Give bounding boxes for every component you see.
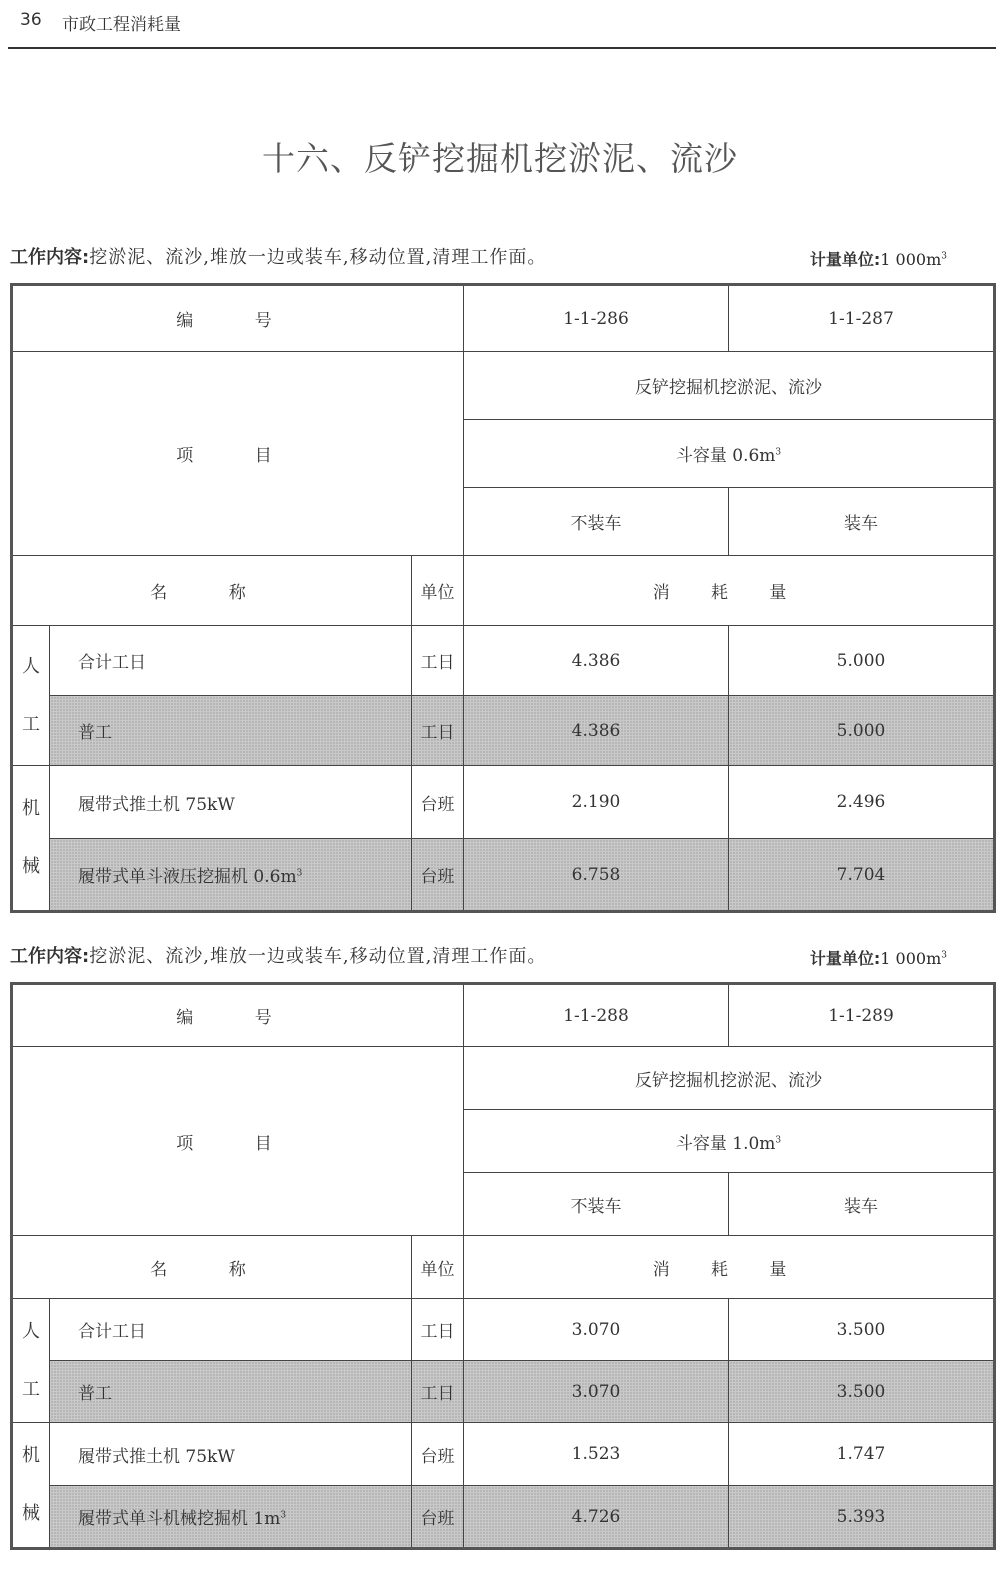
- code-label-text: 编 号: [176, 1008, 300, 1028]
- page-number: 36: [20, 10, 42, 30]
- category-machine: [12, 766, 50, 912]
- name-header: [12, 1236, 412, 1299]
- row-name-text: 履带式单斗液压挖掘机 0.6m: [78, 867, 297, 887]
- category-char: 机: [22, 1445, 40, 1466]
- row-unit: 工日: [412, 1361, 464, 1423]
- variant-cell: 装车: [729, 1173, 995, 1236]
- row-value: 5.000: [729, 696, 995, 766]
- unit-sup: 3: [941, 950, 947, 961]
- measurement-unit: [810, 247, 947, 270]
- row-unit: 工日: [412, 626, 464, 696]
- consumption-header-text: 消 耗 量: [652, 1259, 805, 1280]
- row-unit: 台班: [412, 839, 464, 912]
- category-machine: [12, 1423, 50, 1549]
- code-label-text: 编 号: [176, 311, 300, 331]
- row-value: 4.386: [464, 626, 729, 696]
- code-label: [12, 285, 464, 352]
- category-char: 人: [22, 655, 40, 677]
- category-char: 人: [22, 1320, 40, 1342]
- category-labor: [12, 626, 50, 766]
- quota-table-1: [10, 283, 996, 913]
- item-label-text: 项 目: [176, 446, 300, 466]
- row-value: 5.393: [729, 1486, 995, 1549]
- consumption-header: [464, 556, 995, 626]
- row-value: 3.070: [464, 1299, 729, 1361]
- measurement-unit: [810, 946, 947, 969]
- row-unit: 台班: [412, 1486, 464, 1549]
- row-unit: 台班: [412, 1423, 464, 1486]
- consumption-header: [464, 1236, 995, 1299]
- unit-header: 单位: [412, 556, 464, 626]
- unit-header: 单位: [412, 1236, 464, 1299]
- row-value: 7.704: [729, 839, 995, 912]
- row-unit: 工日: [412, 696, 464, 766]
- row-name: [50, 1486, 412, 1549]
- row-value: 3.500: [729, 1361, 995, 1423]
- unit-sup: 3: [941, 251, 947, 262]
- work-content-text: 挖淤泥、流沙,堆放一边或装车,移动位置,清理工作面。: [89, 247, 547, 268]
- work-content-label: 工作内容:: [10, 247, 90, 268]
- row-name: 普工: [50, 1361, 412, 1423]
- work-content-line: [10, 942, 992, 970]
- unit-value: 1 000m: [880, 949, 942, 968]
- header-rule: [8, 47, 996, 49]
- row-name: [50, 839, 412, 912]
- row-value: 1.523: [464, 1423, 729, 1486]
- category-char: 械: [22, 1503, 40, 1524]
- row-value: 1.747: [729, 1423, 995, 1486]
- bucket-capacity: [464, 1110, 995, 1173]
- work-content-line: [10, 243, 992, 271]
- item-label: [12, 1047, 464, 1236]
- row-value: 4.726: [464, 1486, 729, 1549]
- row-name-text: 履带式单斗机械挖掘机 1m: [78, 1509, 281, 1529]
- variant-cell: 不装车: [464, 488, 729, 556]
- row-value: 6.758: [464, 839, 729, 912]
- work-content-label: 工作内容:: [10, 946, 90, 967]
- row-value: 3.070: [464, 1361, 729, 1423]
- row-value: 3.500: [729, 1299, 995, 1361]
- row-value: 2.190: [464, 766, 729, 839]
- unit-label: 计量单位:: [809, 949, 881, 968]
- quota-table-2: [10, 982, 996, 1550]
- capacity-text: 斗容量 0.6m: [675, 446, 776, 466]
- item-title: 反铲挖掘机挖淤泥、流沙: [464, 1047, 995, 1110]
- capacity-sup: 3: [775, 447, 782, 458]
- item-title: 反铲挖掘机挖淤泥、流沙: [464, 352, 995, 420]
- row-value: 5.000: [729, 626, 995, 696]
- category-char: 工: [22, 713, 40, 735]
- row-name: 合计工日: [50, 1299, 412, 1361]
- capacity-sup: 3: [775, 1134, 782, 1145]
- name-header-text: 名 称: [150, 1259, 274, 1280]
- name-header: [12, 556, 412, 626]
- unit-value: 1 000m: [880, 250, 942, 269]
- row-name: 合计工日: [50, 626, 412, 696]
- code-cell: 1-1-288: [464, 984, 729, 1047]
- code-cell: 1-1-287: [729, 285, 995, 352]
- variant-cell: 不装车: [464, 1173, 729, 1236]
- row-name-sup: 3: [280, 1510, 287, 1521]
- row-unit: 工日: [412, 1299, 464, 1361]
- variant-cell: 装车: [729, 488, 995, 556]
- item-label-text: 项 目: [176, 1133, 300, 1154]
- row-name: 履带式推土机 75kW: [50, 1423, 412, 1486]
- row-name: 履带式推土机 75kW: [50, 766, 412, 839]
- row-unit: 台班: [412, 766, 464, 839]
- code-label: [12, 984, 464, 1047]
- name-header-text: 名 称: [150, 583, 274, 603]
- work-content-text: 挖淤泥、流沙,堆放一边或装车,移动位置,清理工作面。: [89, 946, 547, 967]
- book-title: 市政工程消耗量: [62, 15, 181, 35]
- capacity-text: 斗容量 1.0m: [675, 1133, 776, 1154]
- page-header: [0, 0, 1000, 48]
- category-char: 械: [22, 856, 40, 877]
- row-name: 普工: [50, 696, 412, 766]
- row-name-sup: 3: [296, 868, 303, 879]
- row-value: 4.386: [464, 696, 729, 766]
- row-value: 2.496: [729, 766, 995, 839]
- category-labor: [12, 1299, 50, 1423]
- item-label: [12, 352, 464, 556]
- code-cell: 1-1-286: [464, 285, 729, 352]
- consumption-header-text: 消 耗 量: [652, 583, 805, 603]
- bucket-capacity: [464, 420, 995, 488]
- code-cell: 1-1-289: [729, 984, 995, 1047]
- unit-label: 计量单位:: [809, 250, 881, 269]
- category-char: 机: [22, 798, 40, 819]
- category-char: 工: [22, 1378, 40, 1400]
- section-title: 十六、反铲挖掘机挖淤泥、流沙: [262, 139, 738, 178]
